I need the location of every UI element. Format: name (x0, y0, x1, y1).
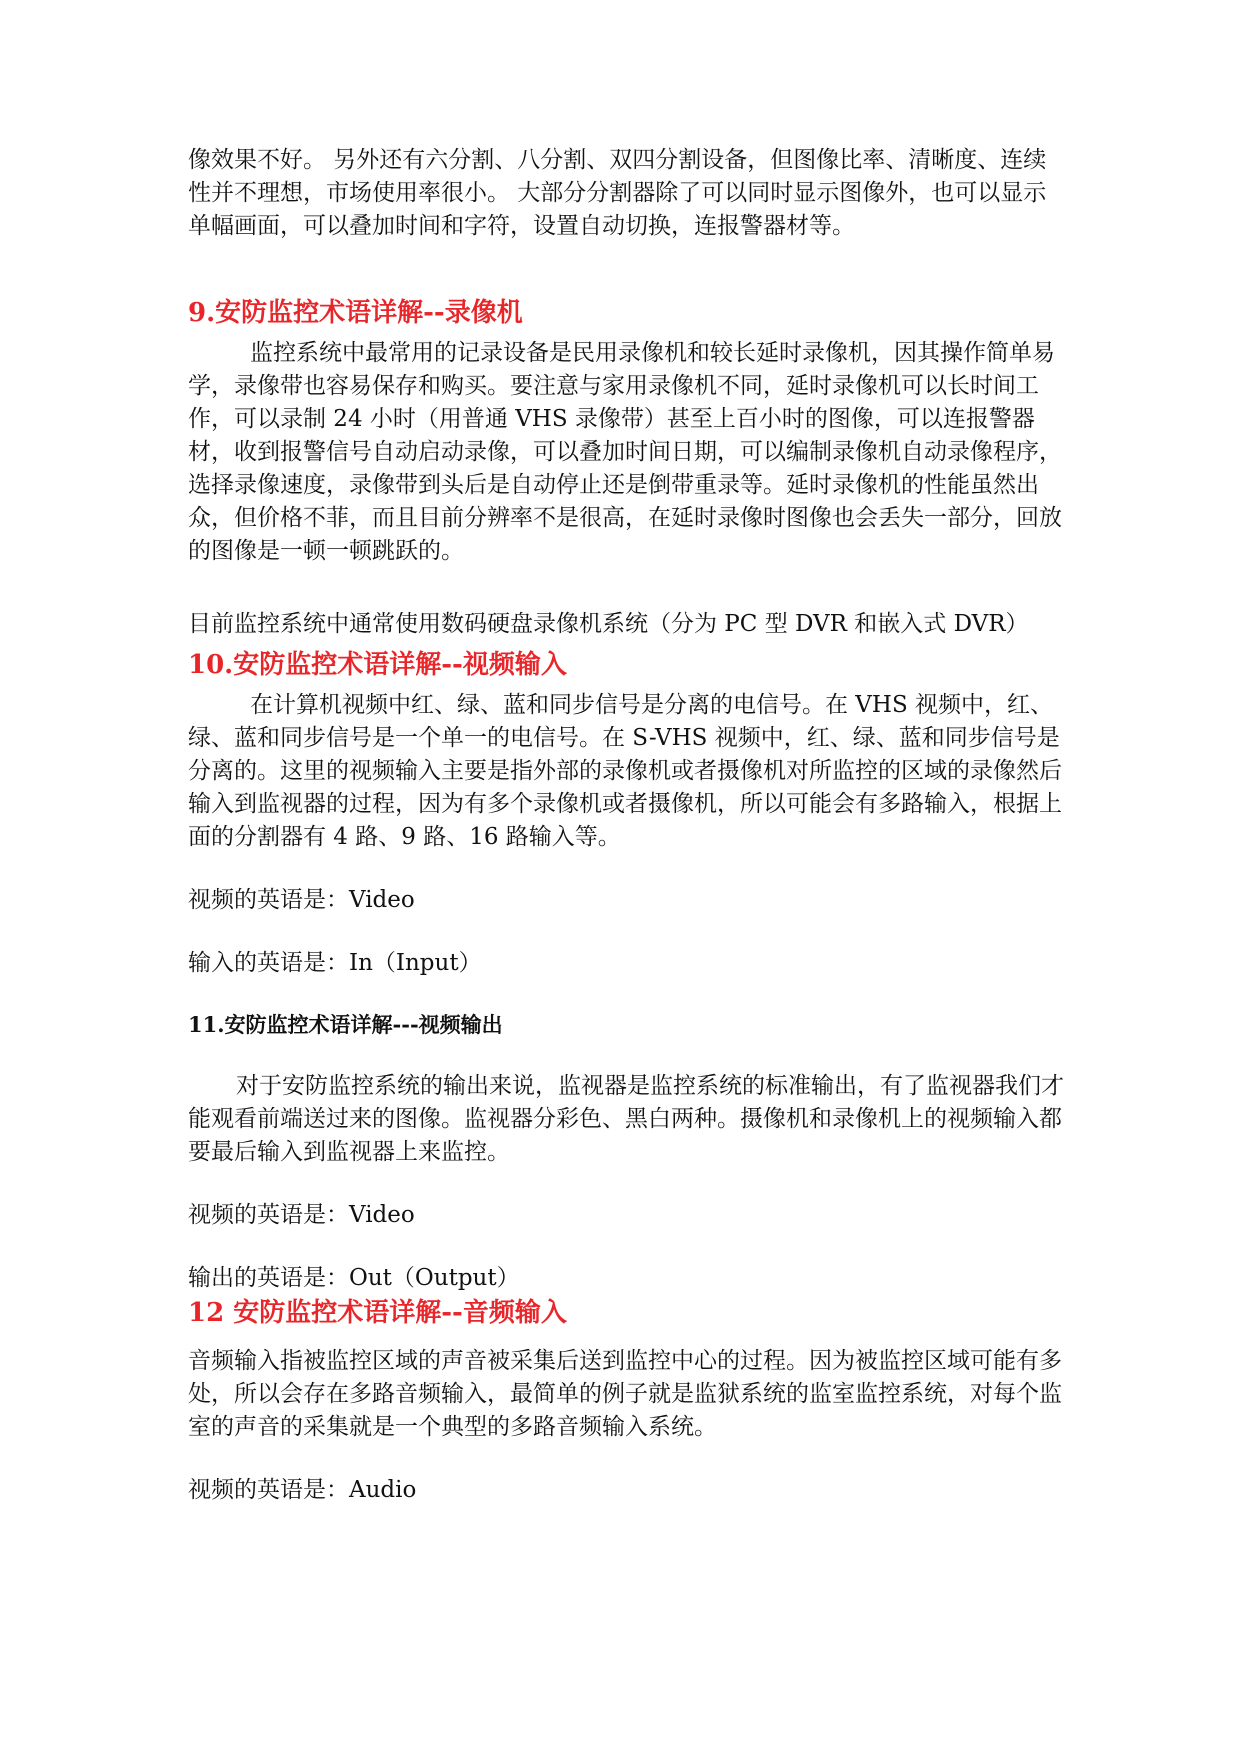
section-11-term-video: 视频的英语是：Video (188, 1202, 415, 1228)
section-10-heading: 10.安防监控术语详解--视频输入 (188, 650, 567, 680)
section-12-body: 音频输入指被监控区域的声音被采集后送到监控中心的过程。因为被监控区域可能有多处，所以会存在多路音频输入，最简单的例子就是监狱系统的监室监控系统，对每个监室的声音的采集就是一个典型的多路音频输入系统。 (188, 1348, 1062, 1440)
section-12-term-audio: 视频的英语是：Audio (188, 1477, 417, 1503)
section-11-heading: 11.安防监控术语详解---视频输出 (188, 1012, 503, 1037)
section-12-heading: 12 安防监控术语详解--音频输入 (188, 1298, 567, 1328)
section-10-term-video: 视频的英语是：Video (188, 887, 415, 913)
section-11-term-output: 输出的英语是：Out（Output） (188, 1265, 520, 1291)
section-9-note: 目前监控系统中通常使用数码硬盘录像机系统（分为 PC 型 DVR 和嵌入式 DVR） (188, 611, 1029, 637)
intro-paragraph: 像效果不好。 另外还有六分割、八分割、双四分割设备，但图像比率、清晰度、连续性并不理想，市场使用率很小。 大部分分割器除了可以同时显示图像外，也可以显示单幅画面，可以叠加时间和字符，设置自动切换，连报警器材等。 (188, 147, 1047, 239)
section-9-heading: 9.安防监控术语详解--录像机 (188, 298, 523, 328)
section-11-body: 对于安防监控系统的输出来说，监视器是监控系统的标准输出，有了监视器我们才能观看前端送过来的图像。监视器分彩色、黑白两种。摄像机和录像机上的视频输入都要最后输入到监视器上来监控。 (188, 1073, 1064, 1165)
document-page (188, 144, 1068, 1507)
section-9-body: 监控系统中最常用的记录设备是民用录像机和较长延时录像机，因其操作简单易学，录像带也容易保存和购买。要注意与家用录像机不同，延时录像机可以长时间工作，可以录制 24 小时（用普通 VHS 录像带）甚至上百小时的图像，可以连报警器材，收到报警信号自动启动录像，可以叠加时间日期，可以编制录像机自动录像程序，选择录像速度，录像带到头后是自动停止还是倒带重录等。延时录像机的性能虽然出众，但价格不菲，而且目前分辨率不是很高，在延时录像时图像也会丢失一部分，回放的图像是一顿一顿跳跃的。 (188, 340, 1062, 564)
section-10-term-input: 输入的英语是：In（Input） (188, 950, 482, 976)
section-10-body: 在计算机视频中红、绿、蓝和同步信号是分离的电信号。在 VHS 视频中，红、绿、蓝和同步信号是一个单一的电信号。在 S-VHS 视频中，红、绿、蓝和同步信号是分离的。这里的视频输入主要是指外部的录像机或者摄像机对所监控的区域的录像然后输入到监视器的过程，因为有多个录像机或者摄像机，所以可能会有多路输入，根据上面的分割器有 4 路、9 路、16 路输入等。 (188, 692, 1062, 850)
